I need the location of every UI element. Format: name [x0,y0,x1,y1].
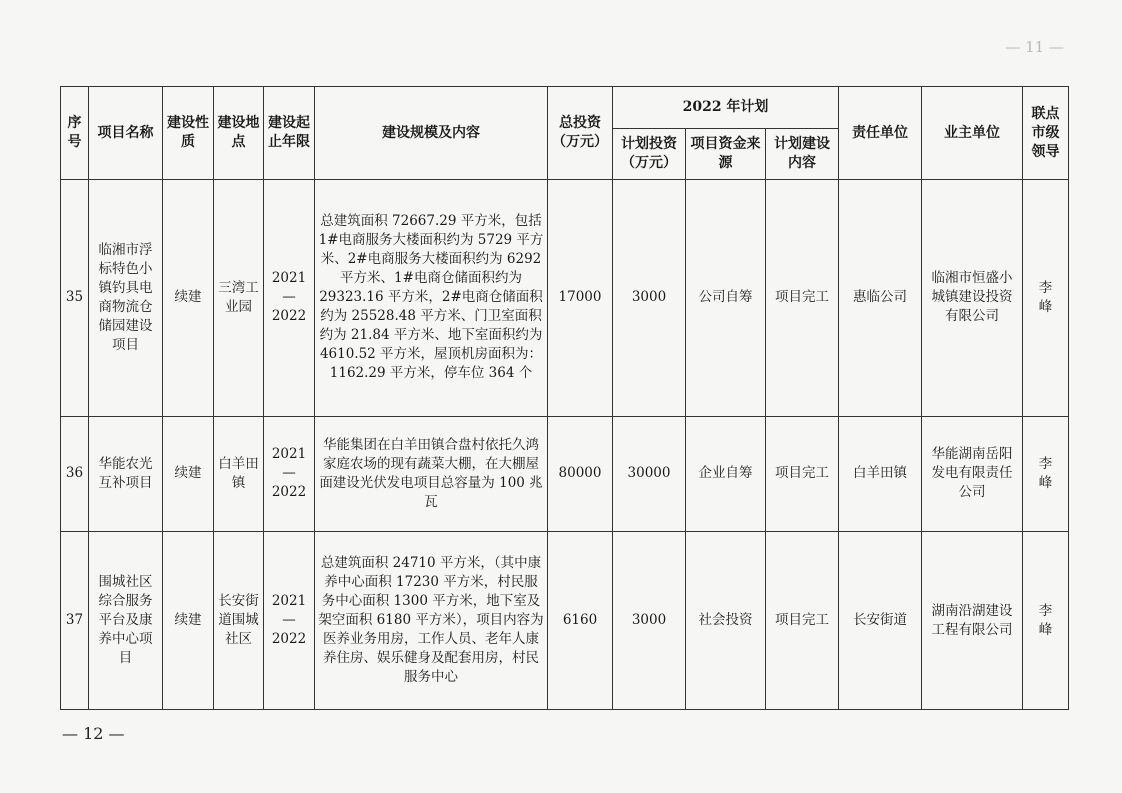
header-owner: 业主单位 [922,87,1023,180]
cell-name: 临湘市浮标特色小镇钓具电商物流仓储园建设项目 [89,180,163,417]
cell-scale: 华能集团在白羊田镇合盘村依托久鸿家庭农场的现有蔬菜大棚，在大棚屋面建设光伏发电项目总容量为 100 兆瓦 [315,416,548,532]
header-responsible: 责任单位 [839,87,922,180]
cell-period: 2021—2022 [264,532,315,710]
cell-plan-content: 项目完工 [766,180,839,417]
cell-scale: 总建筑面积 24710 平方米，（其中康养中心面积 17230 平方米，村民服务中心面积 1300 平方米，地下室及架空面积 6180 平方米），项目内容为医养业务用房，工作人员、老年人康养住房、娱乐健身及配套用房，村民服务中心 [315,532,548,710]
cell-plan-invest: 30000 [613,416,686,532]
header-plan-group: 2022 年计划 [613,87,839,129]
cell-plan-invest: 3000 [613,532,686,710]
cell-owner: 华能湖南岳阳发电有限责任公司 [922,416,1023,532]
header-total: 总投资（万元） [548,87,613,180]
cell-total: 6160 [548,532,613,710]
cell-responsible: 惠临公司 [839,180,922,417]
cell-location: 三湾工业园 [214,180,264,417]
cell-responsible: 白羊田镇 [839,416,922,532]
cell-liaison: 李 峰 [1023,532,1069,710]
header-scale: 建设规模及内容 [315,87,548,180]
cell-period: 2021—2022 [264,416,315,532]
cell-owner: 临湘市恒盛小城镇建设投资有限公司 [922,180,1023,417]
cell-plan-content: 项目完工 [766,416,839,532]
header-plan-invest: 计划投资（万元） [613,129,686,180]
header-location: 建设地点 [214,87,264,180]
cell-period: 2021—2022 [264,180,315,417]
cell-location: 白羊田镇 [214,416,264,532]
header-nature: 建设性质 [163,87,214,180]
cell-owner: 湖南沿湖建设工程有限公司 [922,532,1023,710]
table-row [61,532,1069,710]
page-number-bottom: — 12 — [62,724,125,743]
header-name: 项目名称 [89,87,163,180]
cell-seq: 36 [61,416,89,532]
cell-liaison: 李 峰 [1023,180,1069,417]
cell-nature: 续建 [163,416,214,532]
cell-liaison: 李 峰 [1023,416,1069,532]
header-row-1 [61,87,1069,129]
cell-location: 长安街道围城社区 [214,532,264,710]
cell-nature: 续建 [163,532,214,710]
table-row [61,416,1069,532]
cell-source: 公司自筹 [686,180,766,417]
cell-plan-content: 项目完工 [766,532,839,710]
cell-nature: 续建 [163,180,214,417]
cell-name: 华能农光互补项目 [89,416,163,532]
cell-seq: 37 [61,532,89,710]
cell-seq: 35 [61,180,89,417]
cell-source: 企业自筹 [686,416,766,532]
table-row [61,180,1069,417]
cell-name: 围城社区综合服务平台及康养中心项目 [89,532,163,710]
cell-plan-invest: 3000 [613,180,686,417]
cell-scale: 总建筑面积 72667.29 平方米，包括 1#电商服务大楼面积约为 5729 平方米、2#电商服务大楼面积约为 6292 平方米、1#电商仓储面积约为 29323.16 平方米，2#电商仓储面积约为 25528.48 平方米、门卫室面积约为 21.84 平方米、地下室面积约为 4610.52 平方米，屋顶机房面积为：1162.29 平方米，停车位 364 个 [315,180,548,417]
header-plan-content: 计划建设内容 [766,129,839,180]
header-period: 建设起止年限 [264,87,315,180]
page-number-top: — 11 — [1005,38,1064,56]
cell-total: 17000 [548,180,613,417]
header-liaison: 联点市级领导 [1023,87,1069,180]
header-seq: 序号 [61,87,89,180]
cell-total: 80000 [548,416,613,532]
cell-source: 社会投资 [686,532,766,710]
project-table [60,86,1069,710]
cell-responsible: 长安街道 [839,532,922,710]
header-plan-source: 项目资金来源 [686,129,766,180]
